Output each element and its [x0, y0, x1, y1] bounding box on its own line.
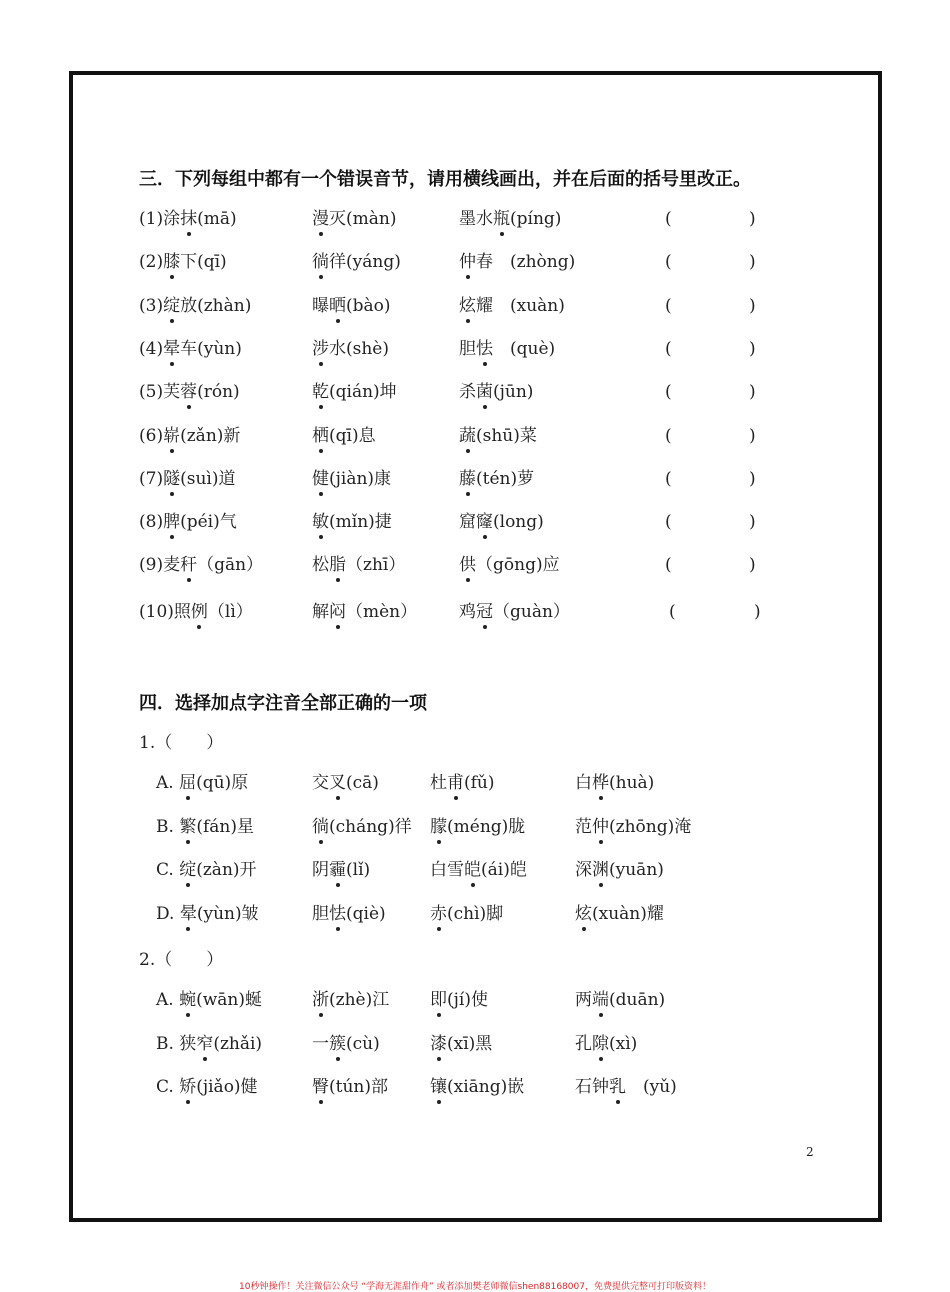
answer-paren-open: ( [665, 512, 672, 533]
pinyin-item [430, 1076, 524, 1098]
item-pinyin: 灭(màn) [329, 209, 397, 229]
pinyin-item [139, 554, 263, 576]
pinyin-item [312, 338, 389, 360]
item-pinyin: (jiàn)康 [329, 468, 392, 489]
pinyin-item [459, 295, 565, 317]
item-pinyin: (suì)道 [180, 468, 236, 489]
item-text: (5)芙 [139, 382, 181, 403]
item-pinyin: (rón) [197, 382, 240, 403]
dotted-char: 怯 [476, 338, 493, 359]
pinyin-item [156, 816, 254, 838]
item-pinyin: (xì) [609, 1033, 638, 1054]
item-pinyin: (cù) [346, 1033, 380, 1054]
item-pinyin: (xuàn)耀 [592, 903, 664, 924]
pinyin-item [312, 816, 412, 838]
dotted-char: 冠 [476, 601, 493, 622]
pinyin-item [430, 772, 495, 794]
item-pinyin: (jiǎo)健 [196, 1077, 258, 1097]
item-text: C. [156, 1077, 180, 1097]
dotted-char: 徜 [312, 816, 329, 837]
item-pinyin: (jūn) [493, 382, 534, 403]
answer-paren-open: ( [665, 295, 672, 316]
item-text: 白雪 [430, 860, 464, 880]
item-pinyin: (méng)胧 [447, 816, 526, 837]
dotted-char: 脂 [329, 555, 346, 576]
pinyin-item [575, 989, 665, 1011]
item-pinyin: (huà) [609, 773, 655, 793]
answer-paren-close: ) [749, 555, 756, 576]
dotted-char: 即 [430, 990, 447, 1010]
question-number: 2.（ ） [139, 950, 224, 970]
pinyin-item [139, 468, 235, 490]
page-number: 2 [806, 1145, 814, 1159]
dotted-char: 例 [190, 601, 208, 622]
dotted-char: 浙 [312, 990, 329, 1010]
item-text: 范 [575, 816, 592, 837]
dotted-char: 涉 [312, 338, 329, 359]
answer-paren-open: ( [665, 209, 672, 229]
dotted-char: 渊 [592, 860, 609, 880]
dotted-char: 仲 [592, 816, 609, 837]
dotted-char: 崭 [163, 425, 181, 446]
dotted-char: 栖 [312, 425, 329, 446]
pinyin-item [459, 338, 555, 360]
pinyin-item [430, 816, 525, 838]
item-pinyin: (shū)菜 [476, 425, 537, 446]
item-text: 白 [575, 773, 592, 793]
item-text: (10)照 [139, 601, 191, 622]
item-text: 两 [575, 990, 592, 1010]
item-text: (2) [139, 252, 164, 273]
dotted-char: 乾 [312, 382, 329, 403]
dotted-char: 徜 [312, 252, 329, 273]
item-pinyin: 放(zhàn) [180, 295, 252, 316]
pinyin-item [312, 208, 396, 230]
pinyin-item [430, 1033, 492, 1055]
pinyin-item [312, 425, 376, 447]
dotted-char: 蓉 [180, 382, 198, 403]
dotted-char: 抹 [180, 209, 198, 229]
dotted-char: 隙 [592, 1033, 609, 1054]
dotted-char: 健 [312, 468, 329, 489]
section-3-heading: 三．下列每组中都有一个错误音节，请用横线画出，并在后面的括号里改正。 [139, 169, 751, 190]
item-pinyin: (tén)萝 [476, 468, 535, 489]
item-text: 石钟 [575, 1077, 609, 1097]
answer-paren-close: ) [749, 382, 756, 403]
dotted-char: 皑 [464, 860, 481, 880]
pinyin-item [430, 903, 503, 925]
answer-paren-open: ( [665, 382, 672, 403]
answer-paren-close: ) [749, 209, 756, 229]
item-pinyin: （lì） [207, 601, 253, 622]
answer-paren-close: ) [749, 512, 756, 533]
item-text: B. 狭 [156, 1033, 197, 1054]
item-text: 阴 [312, 860, 329, 880]
item-text: 解 [312, 601, 329, 622]
pinyin-item [459, 425, 537, 447]
item-pinyin: (cháng)徉 [329, 816, 412, 837]
dotted-char: 漆 [430, 1033, 447, 1054]
dotted-char: 镶 [430, 1077, 447, 1097]
item-pinyin: 徉(yáng) [329, 252, 401, 273]
question-number: 1.（ ） [139, 733, 224, 753]
item-text: D. [156, 903, 180, 924]
item-pinyin: (zhǎi) [213, 1033, 263, 1054]
item-pinyin: （zhī） [346, 555, 406, 576]
pinyin-item [459, 468, 534, 490]
item-text: (3) [139, 295, 164, 316]
item-text: 胆 [459, 338, 476, 359]
pinyin-item [312, 859, 370, 881]
answer-paren-close: ) [749, 252, 756, 273]
pinyin-item [312, 903, 386, 925]
item-text: 窟 [459, 512, 476, 533]
pinyin-item [156, 903, 259, 925]
item-pinyin: (qū)原 [196, 773, 249, 793]
dotted-char: 菌 [476, 382, 493, 403]
dotted-char: 簇 [329, 1033, 346, 1054]
pinyin-item [312, 554, 405, 576]
pinyin-item [139, 295, 251, 317]
pinyin-item [139, 208, 237, 230]
item-pinyin: （gōng)应 [476, 555, 560, 576]
item-pinyin: (chì)脚 [447, 903, 504, 924]
item-text: A. [156, 773, 180, 793]
item-pinyin: 车(yùn) [180, 338, 242, 359]
pinyin-item [312, 381, 397, 403]
section-4-heading: 四．选择加点字注音全部正确的一项 [139, 693, 427, 714]
item-text: 一 [312, 1033, 329, 1054]
pinyin-item [459, 554, 560, 576]
item-pinyin: (qī)息 [329, 425, 376, 446]
dotted-char: 窄 [196, 1033, 214, 1054]
item-pinyin: (bào) [346, 295, 391, 316]
item-pinyin: (zhè)江 [329, 990, 390, 1010]
item-pinyin: 春 (zhòng) [476, 252, 576, 273]
item-pinyin: （mèn） [346, 601, 418, 622]
item-text: A. [156, 990, 180, 1010]
pinyin-item [459, 511, 544, 533]
pinyin-item [312, 772, 379, 794]
item-text: 松 [312, 555, 329, 576]
answer-paren-open: ( [665, 252, 672, 273]
item-text: 胆 [312, 903, 329, 924]
pinyin-item [139, 381, 240, 403]
pinyin-item [312, 511, 392, 533]
pinyin-item [430, 859, 527, 881]
pinyin-item [575, 1076, 677, 1098]
pinyin-item [430, 989, 488, 1011]
dotted-char: 蜿 [179, 990, 197, 1010]
item-text: 鸡 [459, 601, 476, 622]
item-text: (8) [139, 512, 164, 533]
dotted-char: 敏 [312, 512, 329, 533]
pinyin-item [156, 859, 257, 881]
pinyin-item [312, 1076, 388, 1098]
item-pinyin: (yǔ) [626, 1077, 677, 1097]
dotted-char: 矫 [179, 1077, 197, 1097]
dotted-char: 瓶 [493, 209, 510, 229]
item-pinyin: (què) [493, 338, 556, 359]
dotted-char: 窿 [476, 512, 493, 533]
item-pinyin: (qiè) [346, 903, 386, 924]
dotted-char: 蔬 [459, 425, 476, 446]
item-pinyin: (qián)坤 [329, 382, 397, 403]
pinyin-item [312, 295, 391, 317]
pinyin-item [459, 208, 561, 230]
dotted-char: 晕 [163, 338, 181, 359]
item-text: 杀 [459, 382, 476, 403]
answer-paren-close: ) [749, 468, 756, 489]
answer-paren-open: ( [665, 555, 672, 576]
item-pinyin: (yuān) [609, 860, 664, 880]
pinyin-item [156, 772, 248, 794]
pinyin-item [139, 338, 242, 360]
dotted-char: 炫 [459, 295, 476, 316]
pinyin-item [139, 425, 240, 447]
dotted-char: 繁 [179, 816, 197, 837]
item-text: (6) [139, 425, 164, 446]
dotted-char: 端 [592, 990, 609, 1010]
dotted-char: 晒 [329, 295, 346, 316]
dotted-char: 晕 [179, 903, 197, 924]
pinyin-item [459, 381, 533, 403]
dotted-char: 炫 [575, 903, 592, 924]
item-pinyin: (mǐn)捷 [329, 512, 392, 533]
pinyin-item [459, 601, 570, 623]
answer-paren-open: ( [669, 601, 676, 622]
item-text: 交 [312, 773, 329, 793]
item-text: (9)麦 [139, 555, 181, 576]
pinyin-item [139, 511, 237, 533]
dotted-char: 隧 [163, 468, 181, 489]
item-pinyin: (zǎn)新 [180, 425, 241, 446]
pinyin-item [312, 251, 401, 273]
item-pinyin: (tún)部 [329, 1077, 388, 1097]
item-pinyin: (xī)黑 [447, 1033, 493, 1054]
dotted-char: 绽 [179, 860, 197, 880]
item-pinyin: (ái)皑 [481, 860, 527, 880]
item-pinyin: (zàn)开 [196, 860, 257, 880]
item-text: (1)涂 [139, 209, 181, 229]
dotted-char: 闷 [329, 601, 346, 622]
pinyin-item [312, 989, 389, 1011]
answer-paren-open: ( [665, 425, 672, 446]
dotted-char: 臀 [312, 1077, 329, 1097]
dotted-char: 怯 [329, 903, 346, 924]
item-text: B. [156, 816, 180, 837]
answer-paren-close: ) [749, 338, 756, 359]
item-pinyin: (péi)气 [180, 512, 237, 533]
answer-paren-open: ( [665, 468, 672, 489]
answer-paren-close: ) [749, 295, 756, 316]
pinyin-item [312, 468, 391, 490]
dotted-char: 叉 [329, 773, 346, 793]
dotted-char: 霾 [329, 860, 346, 880]
dotted-char: 桦 [592, 773, 609, 793]
pinyin-item [156, 989, 262, 1011]
pinyin-item [312, 601, 417, 623]
item-pinyin: (mā) [197, 209, 237, 229]
dotted-char: 甫 [447, 773, 464, 793]
pinyin-item [312, 1033, 380, 1055]
dotted-char: 赤 [430, 903, 447, 924]
item-pinyin: 下(qī) [180, 252, 227, 273]
footer-note: 10秒钟操作！关注微信公众号 “学海无涯甜作舟” 或者添加樊老师微信shen88168007，免费提供完整可打印版资料！ [239, 1282, 711, 1292]
dotted-char: 脾 [163, 512, 181, 533]
item-pinyin: (xiāng)嵌 [447, 1077, 525, 1097]
item-pinyin: (píng) [510, 209, 562, 229]
pinyin-item [575, 859, 664, 881]
item-pinyin: (fǔ) [464, 773, 495, 793]
item-pinyin: (yùn)皱 [196, 903, 259, 924]
pinyin-item [575, 816, 691, 838]
dotted-char: 漫 [312, 209, 329, 229]
answer-paren-close: ) [754, 601, 761, 622]
pinyin-item [156, 1033, 262, 1055]
item-text: 孔 [575, 1033, 592, 1054]
dotted-char: 朦 [430, 816, 447, 837]
pinyin-item [156, 1076, 258, 1098]
dotted-char: 屈 [179, 773, 197, 793]
item-pinyin: (zhōng)淹 [609, 816, 692, 837]
item-pinyin: 耀 (xuàn) [476, 295, 565, 316]
dotted-char: 乳 [609, 1077, 626, 1097]
item-pinyin: 水(shè) [329, 338, 389, 359]
item-pinyin: （gān） [197, 555, 264, 576]
answer-paren-open: ( [665, 338, 672, 359]
dotted-char: 供 [459, 555, 476, 576]
item-text: 深 [575, 860, 592, 880]
pinyin-item [139, 601, 253, 623]
pinyin-item [575, 1033, 637, 1055]
item-pinyin: (duān) [609, 990, 666, 1010]
item-pinyin: (lǐ) [346, 860, 371, 880]
item-text: 杜 [430, 773, 447, 793]
item-text: C. [156, 860, 180, 880]
item-pinyin: (jí)使 [447, 990, 488, 1010]
answer-paren-close: ) [749, 425, 756, 446]
pinyin-item [139, 251, 227, 273]
dotted-char: 秆 [180, 555, 198, 576]
item-pinyin: (wān)蜒 [196, 990, 262, 1010]
dotted-char: 藤 [459, 468, 476, 489]
item-pinyin: (cā) [346, 773, 379, 793]
pinyin-item [459, 251, 575, 273]
dotted-char: 绽 [163, 295, 181, 316]
dotted-char: 仲 [459, 252, 476, 273]
item-text: (7) [139, 468, 164, 489]
item-text: (4) [139, 338, 164, 359]
item-text: 墨水 [459, 209, 493, 229]
item-pinyin: （guàn） [493, 601, 570, 622]
item-pinyin: (fán)星 [196, 816, 254, 837]
item-text: 曝 [312, 295, 329, 316]
dotted-char: 膝 [163, 252, 181, 273]
item-pinyin: (long) [493, 512, 544, 533]
pinyin-item [575, 772, 654, 794]
pinyin-item [575, 903, 664, 925]
